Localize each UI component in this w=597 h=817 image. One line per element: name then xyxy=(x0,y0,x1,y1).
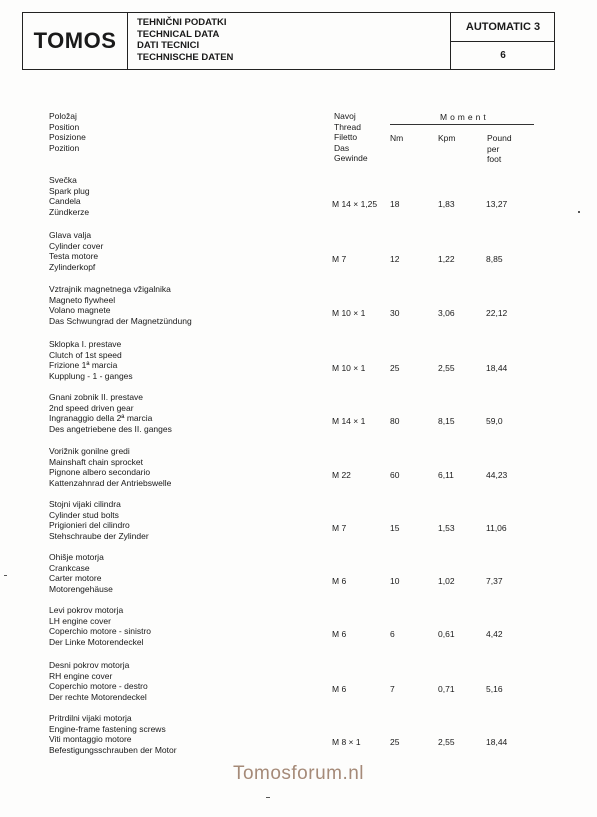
part-name: Das Schwungrad der Magnetzündung xyxy=(49,315,192,326)
part-names xyxy=(49,499,149,541)
kpm-cell: 1,53 xyxy=(438,523,455,533)
pound-cell: 44,23 xyxy=(486,470,508,480)
thread-cell: M 22 xyxy=(332,470,351,480)
column-header-thread xyxy=(334,111,368,164)
part-name: Motorengehäuse xyxy=(49,583,113,594)
part-names xyxy=(49,339,133,381)
part-name: Spark plug xyxy=(49,185,90,196)
col-pound-2: per xyxy=(487,143,500,154)
nm-cell: 12 xyxy=(390,254,400,264)
nm-cell: 30 xyxy=(390,308,400,318)
part-name: Prigionieri del cilindro xyxy=(49,520,130,531)
nm-cell: 25 xyxy=(390,363,400,373)
title-sl: TEHNIČNI PODATKI xyxy=(137,17,227,28)
part-name: 2nd speed driven gear xyxy=(49,402,134,413)
nm-cell: 25 xyxy=(390,737,400,747)
col-pound-3: foot xyxy=(487,154,502,164)
kpm-cell: 1,22 xyxy=(438,254,455,264)
part-names xyxy=(49,713,177,755)
nm-cell: 7 xyxy=(390,684,395,694)
part-name: Cylinder stud bolts xyxy=(49,509,119,520)
part-name: Sklopka I. prestave xyxy=(49,339,122,349)
part-name: Gnani zobnik II. prestave xyxy=(49,392,144,402)
part-name: Vztrajnik magnetnega vžigalnika xyxy=(49,284,171,294)
pound-cell: 18,44 xyxy=(486,737,508,747)
part-name: Cylinder cover xyxy=(49,240,104,251)
part-names xyxy=(49,175,90,217)
part-names xyxy=(49,284,192,326)
thread-cell: M 10 × 1 xyxy=(332,308,366,318)
nm-cell: 60 xyxy=(390,470,400,480)
tomos-logo: TOMOS xyxy=(23,13,128,69)
column-header-moment: Moment xyxy=(440,112,489,122)
thread-cell: M 8 × 1 xyxy=(332,737,361,747)
part-name: Des angetriebene des II. ganges xyxy=(49,423,172,434)
title-de: TECHNISCHE DATEN xyxy=(137,51,234,63)
kpm-cell: 2,55 xyxy=(438,363,455,373)
thread-cell: M 6 xyxy=(332,684,347,694)
nm-cell: 80 xyxy=(390,416,400,426)
part-name: Zündkerze xyxy=(49,206,90,217)
thread-cell: M 7 xyxy=(332,523,347,533)
col-thread-it: Filetto xyxy=(334,132,358,142)
part-name: Der Linke Motorendeckel xyxy=(49,636,144,647)
part-name: LH engine cover xyxy=(49,615,111,626)
part-names xyxy=(49,660,148,702)
pound-cell: 18,44 xyxy=(486,363,508,373)
scan-speck xyxy=(578,211,580,213)
part-name: Coperchio motore - destro xyxy=(49,681,148,692)
header-right xyxy=(450,13,555,69)
part-name: Testa motore xyxy=(49,251,99,262)
title-en: TECHNICAL DATA xyxy=(137,28,220,40)
thread-cell: M 14 × 1,25 xyxy=(332,199,378,209)
part-name: Stehschraube der Zylinder xyxy=(49,530,149,541)
col-thread-en: Thread xyxy=(334,121,361,132)
part-name: Viti montaggio motore xyxy=(49,734,132,745)
part-name: Der rechte Motorendeckel xyxy=(49,691,147,702)
col-thread-de2: Gewinde xyxy=(334,153,368,163)
col-pound-1: Pound xyxy=(487,133,512,143)
pound-cell: 13,27 xyxy=(486,199,508,209)
col-thread-de1: Das xyxy=(334,142,350,153)
thread-cell: M 14 × 1 xyxy=(332,416,366,426)
header-box xyxy=(22,12,555,70)
pound-cell: 4,42 xyxy=(486,629,503,639)
part-name: Frizione 1ª marcia xyxy=(49,360,118,371)
nm-cell: 18 xyxy=(390,199,400,209)
scan-speck xyxy=(266,797,270,798)
column-header-part xyxy=(49,111,86,153)
nm-cell: 10 xyxy=(390,576,400,586)
part-name: Pritrdilni vijaki motorja xyxy=(49,713,132,723)
part-name: Svečka xyxy=(49,175,77,185)
kpm-cell: 1,02 xyxy=(438,576,455,586)
part-name: Kattenzahnrad der Antriebswelle xyxy=(49,477,172,488)
part-names xyxy=(49,392,172,434)
title-it: DATI TECNICI xyxy=(137,40,200,51)
part-name: Clutch of 1st speed xyxy=(49,349,122,360)
part-name: Volano magnete xyxy=(49,305,111,316)
part-name: RH engine cover xyxy=(49,670,113,681)
column-header-pound xyxy=(487,133,512,165)
part-name: Coperchio motore - sinistro xyxy=(49,626,152,637)
col-part-de: Pozition xyxy=(49,142,80,153)
kpm-cell: 2,55 xyxy=(438,737,455,747)
kpm-cell: 0,61 xyxy=(438,629,455,639)
page-number: 6 xyxy=(500,49,506,61)
part-names xyxy=(49,230,103,272)
part-name: Magneto flywheel xyxy=(49,294,116,305)
kpm-cell: 8,15 xyxy=(438,416,455,426)
header-titles xyxy=(137,17,233,63)
part-name: Carter motore xyxy=(49,573,102,584)
model-name: AUTOMATIC 3 xyxy=(451,13,555,42)
part-name: Candela xyxy=(49,196,81,207)
col-part-sl: Položaj xyxy=(49,111,77,121)
part-name: Mainshaft chain sprocket xyxy=(49,456,144,467)
scan-speck xyxy=(4,575,7,576)
thread-cell: M 6 xyxy=(332,576,347,586)
nm-cell: 6 xyxy=(390,629,395,639)
pound-cell: 22,12 xyxy=(486,308,508,318)
moment-divider xyxy=(390,124,534,125)
kpm-cell: 0,71 xyxy=(438,684,455,694)
part-name: Ohišje motorja xyxy=(49,552,104,562)
thread-cell: M 7 xyxy=(332,254,347,264)
part-name: Glava valja xyxy=(49,230,92,240)
part-name: Vorižnik gonilne gredi xyxy=(49,446,130,456)
pound-cell: 11,06 xyxy=(486,523,507,533)
part-name: Befestigungsschrauben der Motor xyxy=(49,744,177,755)
part-name: Desni pokrov motorja xyxy=(49,660,130,670)
pound-cell: 8,85 xyxy=(486,254,503,264)
part-name: Stojni vijaki cilindra xyxy=(49,499,121,509)
part-names xyxy=(49,605,151,647)
kpm-cell: 6,11 xyxy=(438,470,454,480)
part-names xyxy=(49,552,113,594)
part-name: Kupplung - 1 - ganges xyxy=(49,370,133,381)
column-header-nm: Nm xyxy=(390,133,404,143)
part-name: Zylinderkopf xyxy=(49,261,96,272)
kpm-cell: 3,06 xyxy=(438,308,455,318)
watermark: Tomosforum.nl xyxy=(232,763,365,784)
part-name: Pignone albero secondario xyxy=(49,467,151,478)
col-part-it: Posizione xyxy=(49,132,86,142)
kpm-cell: 1,83 xyxy=(438,199,455,209)
thread-cell: M 6 xyxy=(332,629,347,639)
col-thread-sl: Navoj xyxy=(334,111,356,121)
pound-cell: 7,37 xyxy=(486,576,503,586)
column-header-kpm: Kpm xyxy=(438,133,456,143)
nm-cell: 15 xyxy=(390,523,400,533)
part-name: Engine-frame fastening screws xyxy=(49,723,166,734)
pound-cell: 5,16 xyxy=(486,684,503,694)
thread-cell: M 10 × 1 xyxy=(332,363,366,373)
part-names xyxy=(49,446,171,488)
part-name: Crankcase xyxy=(49,562,90,573)
col-part-en: Position xyxy=(49,121,80,132)
pound-cell: 59,0 xyxy=(486,416,503,426)
part-name: Ingranaggio della 2ª marcia xyxy=(49,413,153,424)
part-name: Levi pokrov motorja xyxy=(49,605,124,615)
